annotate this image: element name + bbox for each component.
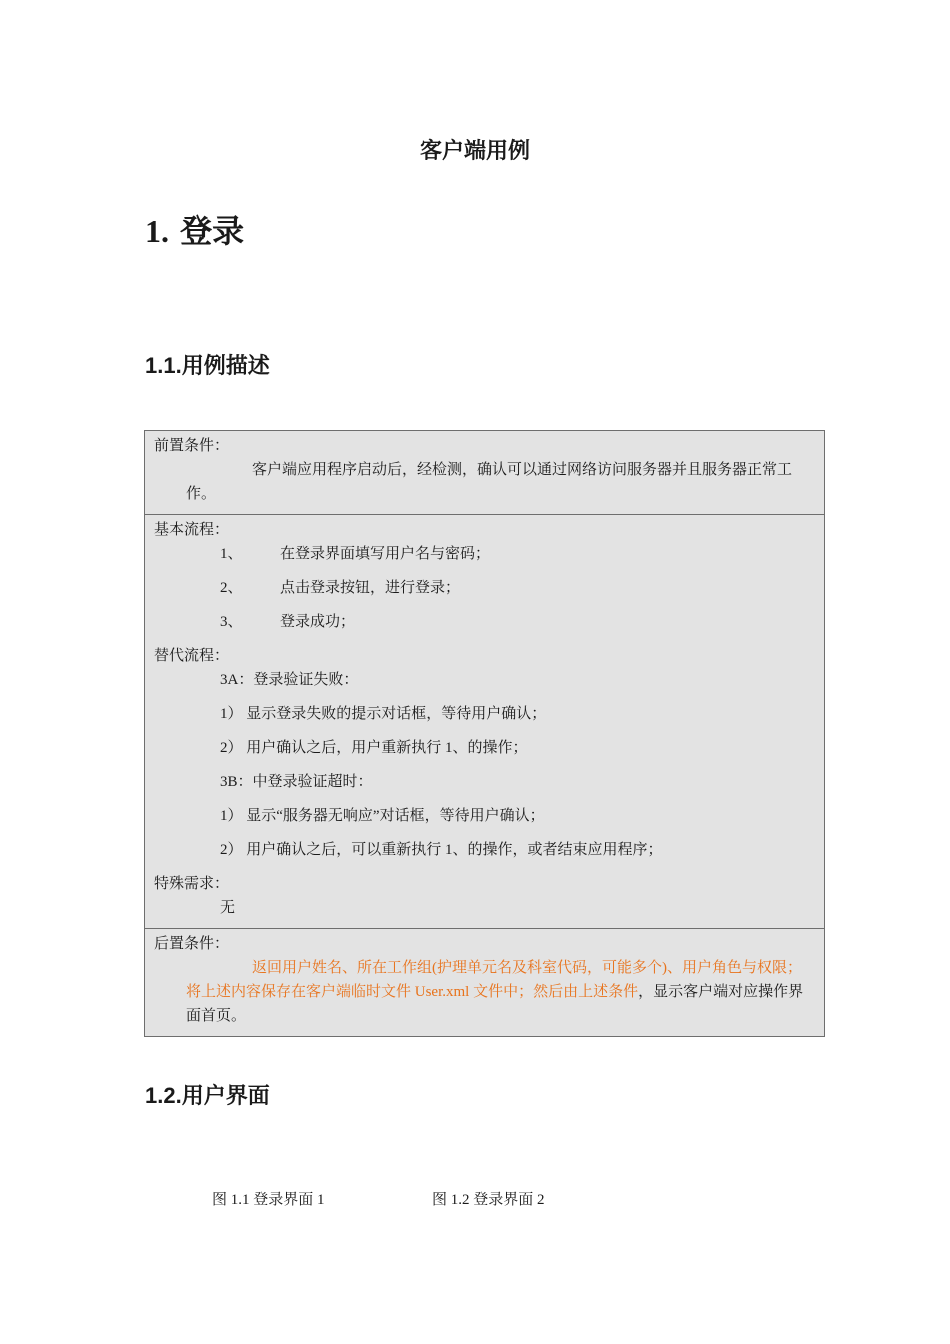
alt-flow-item: 2） 用户确认之后，用户重新执行 1、的操作； [220, 740, 528, 756]
figure-caption-1: 图 1.1 登录界面 1 [212, 1192, 325, 1208]
step-number: 2、 [220, 580, 243, 596]
postcondition-rest-text: ，显示客户端对应操作界面首页。 [186, 984, 804, 1024]
step-text: 在登录界面填写用户名与密码； [280, 546, 491, 562]
alt-flow-3b-title: 3B：中登录验证超时： [220, 774, 373, 790]
postcondition-label: 后置条件： [154, 936, 230, 952]
figure-caption-2: 图 1.2 登录界面 2 [432, 1192, 545, 1208]
basic-flow-step [154, 542, 815, 576]
alt-flow-item: 2） 用户确认之后，可以重新执行 1、的操作，或者结束应用程序； [220, 842, 663, 858]
special-requirements-label: 特殊需求： [154, 876, 230, 892]
special-requirements-text: 无 [220, 900, 236, 916]
step-number: 1、 [220, 546, 243, 562]
subsection-heading-usecase-description [145, 349, 270, 380]
postcondition-highlight-text: 返回用户姓名、所在工作组(护理单元名及科室代码，可能多个)、用户角色与权限；将上述内容保存在客户端临时文件 User.xml 文件中；然后由上述条件 [186, 960, 802, 1000]
precondition-label: 前置条件： [154, 438, 230, 454]
basic-flow-step [154, 610, 815, 644]
section-number: 1. [145, 213, 169, 249]
postcondition-cell [145, 928, 824, 1036]
alt-flow-item: 1） 显示登录失败的提示对话框，等待用户确认； [220, 706, 547, 722]
basic-flow-label: 基本流程： [154, 522, 230, 538]
alt-flow-3a-title: 3A：登录验证失败： [220, 672, 359, 688]
subsection-number: 1.1. [145, 353, 182, 378]
step-number: 3、 [220, 614, 243, 630]
precondition-cell [145, 431, 824, 514]
step-text: 点击登录按钮，进行登录； [280, 580, 461, 596]
postcondition-text [154, 956, 815, 1028]
subsection-heading-user-interface [145, 1079, 270, 1110]
subsection-title: 用例描述 [181, 354, 270, 379]
document-title: 客户端用例 [419, 139, 530, 164]
flow-cell [145, 514, 824, 928]
alt-flow-item: 1） 显示“服务器无响应”对话框，等待用户确认； [220, 808, 545, 824]
subsection-number: 1.2. [145, 1083, 182, 1108]
section-title: 登录 [180, 212, 245, 250]
basic-flow-step [154, 576, 815, 610]
subsection-title: 用户界面 [181, 1084, 270, 1109]
section-heading-login [145, 206, 244, 252]
usecase-table [144, 430, 825, 1037]
precondition-text: 客户端应用程序启动后，经检测，确认可以通过网络访问服务器并且服务器正常工作。 [186, 462, 793, 502]
alt-flow-label: 替代流程： [154, 648, 230, 664]
step-text: 登录成功； [280, 614, 356, 630]
